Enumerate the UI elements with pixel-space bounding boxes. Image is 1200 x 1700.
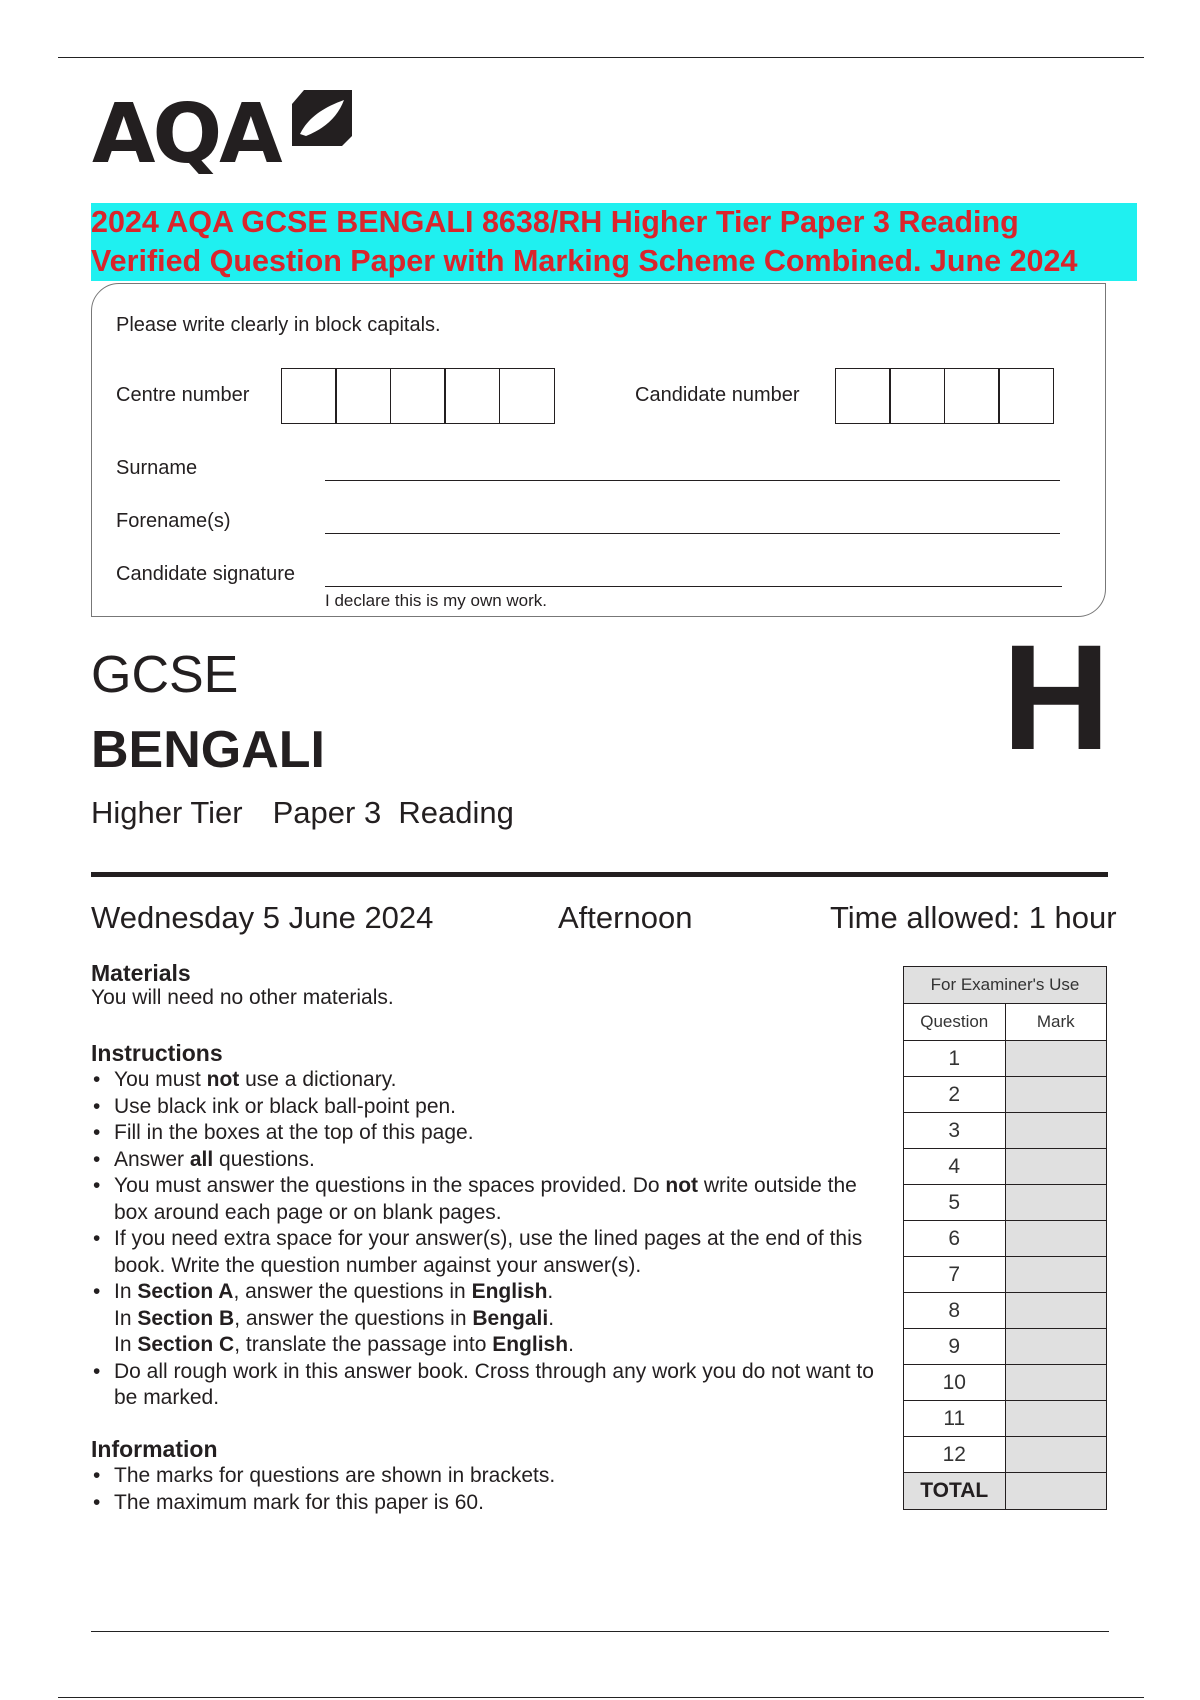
- total-label: TOTAL: [904, 1473, 1006, 1510]
- table-row: [904, 1473, 1107, 1510]
- table-row: [904, 1293, 1107, 1329]
- exam-date: Wednesday 5 June 2024: [91, 900, 434, 935]
- examiner-table-title: For Examiner's Use: [904, 967, 1107, 1004]
- table-row: [904, 1113, 1107, 1149]
- exam-session: Afternoon: [558, 900, 693, 935]
- centre-number-label: Centre number: [116, 384, 250, 406]
- list-item: • The maximum mark for this paper is 60.: [91, 1490, 881, 1517]
- subject-title: BENGALI: [91, 721, 325, 779]
- tier-text: Higher Tier: [91, 795, 243, 830]
- block-capitals-instruction: Please write clearly in block capitals.: [116, 314, 441, 336]
- candidate-digit-box[interactable]: [889, 368, 945, 424]
- list-item: • If you need extra space for your answer(s), use the lined pages at the end of this book. Write the question number against your answer(s).: [91, 1226, 881, 1279]
- mark-column-header: Mark: [1005, 1004, 1107, 1041]
- paper-component: Reading: [398, 795, 514, 830]
- table-row: [904, 1257, 1107, 1293]
- aqa-logo-text: AQA: [92, 87, 280, 182]
- centre-digit-box[interactable]: [335, 368, 391, 424]
- mark-cell: [1005, 1293, 1107, 1329]
- centre-number-boxes[interactable]: [282, 368, 555, 424]
- table-row: [904, 1329, 1107, 1365]
- centre-digit-box[interactable]: [499, 368, 555, 424]
- list-item: • You must answer the questions in the spaces provided. Do not write outside the box around each page or on blank pages.: [91, 1173, 881, 1226]
- question-number: 11: [904, 1401, 1006, 1437]
- centre-digit-box[interactable]: [444, 368, 500, 424]
- table-row: [904, 1041, 1107, 1077]
- forename-label: Forename(s): [116, 510, 231, 532]
- candidate-number-label: Candidate number: [635, 384, 800, 406]
- information-heading: Information: [91, 1436, 218, 1462]
- table-row: [904, 1365, 1107, 1401]
- question-number: 10: [904, 1365, 1006, 1401]
- total-mark-cell: [1005, 1473, 1107, 1510]
- banner-line-1: 2024 AQA GCSE BENGALI 8638/RH Higher Tier Paper 3 Reading: [91, 205, 1019, 239]
- materials-text: You will need no other materials.: [91, 986, 394, 1009]
- tier-letter: H: [1002, 613, 1111, 781]
- top-rule: [58, 57, 1144, 58]
- mark-cell: [1005, 1257, 1107, 1293]
- table-row: [904, 1149, 1107, 1185]
- title-banner: [91, 203, 1137, 281]
- instructions-heading: Instructions: [91, 1040, 223, 1066]
- materials-heading: Materials: [91, 960, 191, 986]
- question-number: 1: [904, 1041, 1006, 1077]
- list-item: • Do all rough work in this answer book. Cross through any work you do not want to be marked.: [91, 1359, 881, 1412]
- aqa-logo-mark-icon: [292, 90, 354, 150]
- question-number: 3: [904, 1113, 1006, 1149]
- question-column-header: Question: [904, 1004, 1006, 1041]
- banner-line-2: Verified Question Paper with Marking Scheme Combined. June 2024: [91, 244, 1078, 278]
- signature-field[interactable]: [325, 586, 1062, 587]
- list-item: • You must not use a dictionary.: [91, 1067, 881, 1094]
- question-number: 2: [904, 1077, 1006, 1113]
- mark-cell: [1005, 1149, 1107, 1185]
- mark-cell: [1005, 1221, 1107, 1257]
- table-row: [904, 1401, 1107, 1437]
- centre-digit-box[interactable]: [390, 368, 446, 424]
- question-number: 6: [904, 1221, 1006, 1257]
- list-item: • The marks for questions are shown in brackets.: [91, 1463, 881, 1490]
- surname-field[interactable]: [325, 480, 1060, 481]
- mark-cell: [1005, 1329, 1107, 1365]
- mark-cell: [1005, 1185, 1107, 1221]
- question-number: 5: [904, 1185, 1006, 1221]
- list-item: • Fill in the boxes at the top of this page.: [91, 1120, 881, 1147]
- candidate-digit-box[interactable]: [944, 368, 1000, 424]
- question-number: 8: [904, 1293, 1006, 1329]
- information-list: [91, 1463, 881, 1516]
- mark-cell: [1005, 1401, 1107, 1437]
- mark-cell: [1005, 1437, 1107, 1473]
- table-row: [904, 1185, 1107, 1221]
- mark-cell: [1005, 1113, 1107, 1149]
- question-number: 9: [904, 1329, 1006, 1365]
- footer-rule: [91, 1631, 1109, 1632]
- section-divider: [91, 872, 1108, 877]
- centre-digit-box[interactable]: [281, 368, 337, 424]
- qualification-level: GCSE: [91, 646, 239, 704]
- bottom-rule: [58, 1697, 1144, 1698]
- question-number: 4: [904, 1149, 1006, 1185]
- examiner-use-table: [903, 966, 1107, 1510]
- list-item: • In Section A, answer the questions in English. In Section B, answer the questions in Bengali. In Section C, translate the passage into English.: [91, 1279, 881, 1359]
- candidate-digit-box[interactable]: [835, 368, 891, 424]
- declaration-text: I declare this is my own work.: [325, 591, 548, 610]
- paper-number: Paper 3: [272, 795, 382, 830]
- forename-field[interactable]: [325, 533, 1060, 534]
- signature-label: Candidate signature: [116, 563, 296, 585]
- list-item: • Answer all questions.: [91, 1147, 881, 1174]
- surname-label: Surname: [116, 457, 198, 479]
- mark-cell: [1005, 1041, 1107, 1077]
- time-allowed: Time allowed: 1 hour: [830, 900, 1117, 935]
- aqa-logo: [92, 87, 352, 182]
- question-number: 7: [904, 1257, 1006, 1293]
- mark-cell: [1005, 1365, 1107, 1401]
- list-item: • Use black ink or black ball-point pen.: [91, 1094, 881, 1121]
- instructions-list: [91, 1067, 881, 1412]
- tier-paper-line: [91, 795, 514, 831]
- candidate-number-boxes[interactable]: [836, 368, 1054, 424]
- mark-cell: [1005, 1077, 1107, 1113]
- table-row: [904, 1221, 1107, 1257]
- table-row: [904, 1077, 1107, 1113]
- question-number: 12: [904, 1437, 1006, 1473]
- table-row: [904, 1437, 1107, 1473]
- candidate-digit-box[interactable]: [998, 368, 1054, 424]
